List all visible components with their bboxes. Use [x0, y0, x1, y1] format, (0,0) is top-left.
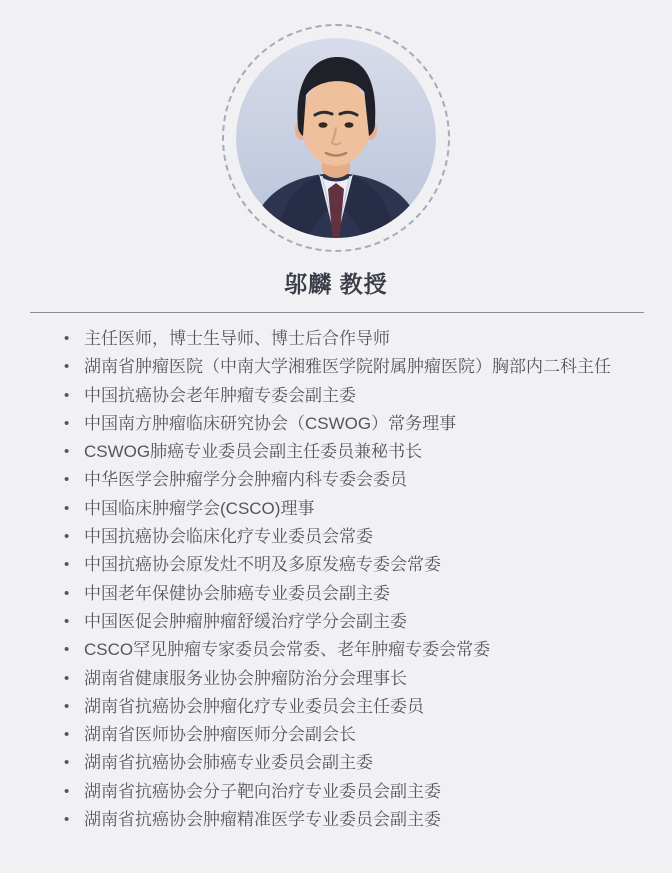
credentials-list	[0, 325, 672, 834]
list-item-text: 中国抗癌协会老年肿瘤专委会副主委	[84, 385, 356, 405]
list-item-text: 湖南省医师协会肿瘤医师分会副会长	[84, 725, 356, 745]
list-item	[64, 438, 644, 466]
list-item	[64, 353, 644, 381]
bullet-icon: •	[64, 669, 70, 687]
avatar	[236, 38, 436, 238]
list-item-text: CSWOG肺癌专业委员会副主任委员兼秘书长	[84, 442, 423, 462]
list-item-text: 湖南省抗癌协会肺癌专业委员会副主委	[84, 753, 373, 773]
bullet-icon: •	[64, 358, 70, 376]
list-item-text: 湖南省肿瘤医院（中南大学湘雅医学院附属肿瘤医院）胸部内二科主任	[84, 357, 611, 377]
list-item-text: 中国抗癌协会临床化疗专业委员会常委	[84, 527, 373, 547]
bullet-icon: •	[64, 386, 70, 404]
profile-name: 邬麟 教授	[284, 271, 388, 297]
bullet-icon: •	[64, 726, 70, 744]
list-item	[64, 551, 644, 579]
list-item	[64, 636, 644, 664]
bullet-icon: •	[64, 612, 70, 630]
list-item	[64, 693, 644, 721]
avatar-ring	[222, 24, 450, 252]
list-item	[64, 721, 644, 749]
portrait-photo	[236, 38, 436, 238]
bullet-icon: •	[64, 499, 70, 517]
bullet-icon: •	[64, 414, 70, 432]
list-item	[64, 806, 644, 834]
list-item-text: CSCO罕见肿瘤专家委员会常委、老年肿瘤专委会常委	[84, 640, 491, 660]
list-item-text: 中国医促会肿瘤肿瘤舒缓治疗学分会副主委	[84, 611, 407, 631]
bullet-icon: •	[64, 471, 70, 489]
bullet-icon: •	[64, 811, 70, 829]
list-item-text: 湖南省健康服务业协会肿瘤防治分会理事长	[84, 668, 407, 688]
list-item	[64, 665, 644, 693]
list-item	[64, 580, 644, 608]
list-item	[64, 466, 644, 494]
list-item-text: 湖南省抗癌协会分子靶向治疗专业委员会副主委	[84, 781, 441, 801]
bullet-icon: •	[64, 528, 70, 546]
bullet-icon: •	[64, 330, 70, 347]
bullet-icon: •	[64, 443, 70, 461]
list-item-text: 湖南省抗癌协会肿瘤化疗专业委员会主任委员	[84, 696, 424, 716]
list-item	[64, 325, 644, 353]
bullet-icon: •	[64, 697, 70, 715]
bullet-icon: •	[64, 556, 70, 574]
bullet-icon: •	[64, 641, 70, 659]
list-item-text: 中国老年保健协会肺癌专业委员会副主委	[84, 583, 390, 603]
list-item	[64, 495, 644, 523]
bullet-icon: •	[64, 782, 70, 800]
bullet-icon: •	[64, 754, 70, 772]
list-item-text: 中国南方肿瘤临床研究协会（CSWOG）常务理事	[84, 413, 457, 433]
list-item-text: 主任医师，博士生导师、博士后合作导师	[84, 329, 390, 348]
bullet-icon: •	[64, 584, 70, 602]
list-item	[64, 749, 644, 777]
divider	[30, 312, 644, 313]
list-item-text: 湖南省抗癌协会肿瘤精准医学专业委员会副主委	[84, 810, 441, 830]
list-item	[64, 608, 644, 636]
list-item	[64, 778, 644, 806]
list-item-text: 中国抗癌协会原发灶不明及多原发癌专委会常委	[84, 555, 441, 575]
list-item-text: 中华医学会肿瘤学分会肿瘤内科专委会委员	[84, 470, 407, 490]
list-item	[64, 410, 644, 438]
list-item-text: 中国临床肿瘤学会(CSCO)理事	[84, 498, 315, 518]
list-item	[64, 382, 644, 410]
list-item	[64, 523, 644, 551]
